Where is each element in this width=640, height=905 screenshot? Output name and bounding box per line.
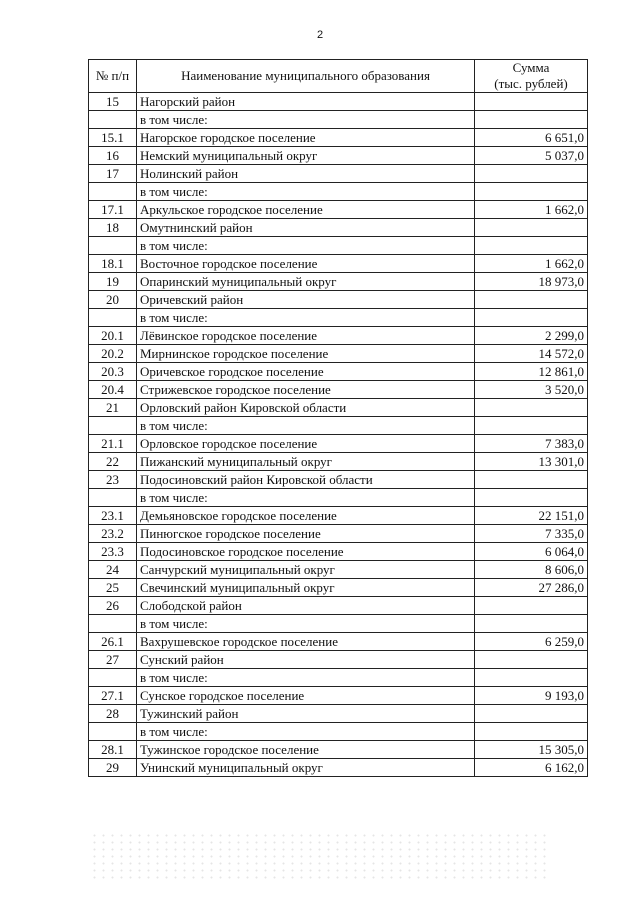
row-amount: 6 064,0 (475, 543, 588, 561)
table-row (89, 471, 588, 489)
table-row (89, 381, 588, 399)
row-name: в том числе: (137, 183, 475, 201)
table-row (89, 669, 588, 687)
row-amount: 6 651,0 (475, 129, 588, 147)
table-row (89, 561, 588, 579)
table-row (89, 615, 588, 633)
row-name: в том числе: (137, 669, 475, 687)
row-number (89, 669, 137, 687)
row-number (89, 309, 137, 327)
row-number (89, 489, 137, 507)
table-row (89, 705, 588, 723)
row-amount (475, 489, 588, 507)
row-amount (475, 597, 588, 615)
row-name: Нагорский район (137, 93, 475, 111)
row-amount: 7 383,0 (475, 435, 588, 453)
row-number: 20.2 (89, 345, 137, 363)
row-number: 21 (89, 399, 137, 417)
row-number: 28 (89, 705, 137, 723)
row-name: Подосиновский район Кировской области (137, 471, 475, 489)
table-row (89, 147, 588, 165)
row-number: 28.1 (89, 741, 137, 759)
table-row (89, 723, 588, 741)
row-number: 17.1 (89, 201, 137, 219)
row-number: 23.1 (89, 507, 137, 525)
row-amount (475, 669, 588, 687)
row-name: Унинский муниципальный округ (137, 759, 475, 777)
row-number: 22 (89, 453, 137, 471)
row-name: Восточное городское поселение (137, 255, 475, 273)
table-row (89, 201, 588, 219)
table-row (89, 489, 588, 507)
scan-smudge (90, 832, 550, 882)
table-row (89, 687, 588, 705)
row-number: 27.1 (89, 687, 137, 705)
row-name: Аркульское городское поселение (137, 201, 475, 219)
row-amount (475, 291, 588, 309)
table-row (89, 651, 588, 669)
row-name: в том числе: (137, 237, 475, 255)
row-name: в том числе: (137, 417, 475, 435)
row-number (89, 417, 137, 435)
table-row (89, 453, 588, 471)
row-name: Оричевский район (137, 291, 475, 309)
table-row (89, 309, 588, 327)
table-body (89, 93, 588, 777)
table-row (89, 741, 588, 759)
row-amount (475, 165, 588, 183)
row-amount (475, 399, 588, 417)
table-row (89, 579, 588, 597)
row-number: 23 (89, 471, 137, 489)
row-amount: 14 572,0 (475, 345, 588, 363)
row-number: 25 (89, 579, 137, 597)
row-amount: 22 151,0 (475, 507, 588, 525)
row-number: 19 (89, 273, 137, 291)
row-number: 15 (89, 93, 137, 111)
row-name: Мирнинское городское поселение (137, 345, 475, 363)
row-number: 23.3 (89, 543, 137, 561)
row-number: 26.1 (89, 633, 137, 651)
row-number: 18 (89, 219, 137, 237)
row-name: Пижанский муниципальный округ (137, 453, 475, 471)
table-row (89, 93, 588, 111)
table-row (89, 363, 588, 381)
row-name: Омутнинский район (137, 219, 475, 237)
row-name: Подосиновское городское поселение (137, 543, 475, 561)
row-amount (475, 183, 588, 201)
row-name: Оричевское городское поселение (137, 363, 475, 381)
row-amount: 9 193,0 (475, 687, 588, 705)
table-row (89, 417, 588, 435)
row-name: Нолинский район (137, 165, 475, 183)
row-amount: 6 162,0 (475, 759, 588, 777)
row-name: Немский муниципальный округ (137, 147, 475, 165)
header-name: Наименование муниципального образования (137, 60, 475, 93)
row-number: 24 (89, 561, 137, 579)
row-name: Нагорское городское поселение (137, 129, 475, 147)
row-amount: 12 861,0 (475, 363, 588, 381)
row-number: 18.1 (89, 255, 137, 273)
table-row (89, 273, 588, 291)
row-amount (475, 723, 588, 741)
row-amount (475, 651, 588, 669)
header-row (89, 60, 588, 93)
table-row (89, 543, 588, 561)
page-number: 2 (316, 29, 324, 41)
row-number: 20.1 (89, 327, 137, 345)
table-row (89, 399, 588, 417)
table-row (89, 291, 588, 309)
row-name: Лёвинское городское поселение (137, 327, 475, 345)
table-row (89, 345, 588, 363)
row-name: Тужинский район (137, 705, 475, 723)
row-number: 21.1 (89, 435, 137, 453)
row-name: Опаринский муниципальный округ (137, 273, 475, 291)
row-name: Свечинский муниципальный округ (137, 579, 475, 597)
row-name: Стрижевское городское поселение (137, 381, 475, 399)
row-name: Сунское городское поселение (137, 687, 475, 705)
row-name: Демьяновское городское поселение (137, 507, 475, 525)
table-row (89, 237, 588, 255)
row-name: Орловский район Кировской области (137, 399, 475, 417)
table-row (89, 435, 588, 453)
table-header (89, 60, 588, 93)
row-amount: 13 301,0 (475, 453, 588, 471)
table-row (89, 255, 588, 273)
row-number: 26 (89, 597, 137, 615)
row-name: в том числе: (137, 723, 475, 741)
row-amount (475, 111, 588, 129)
row-amount: 2 299,0 (475, 327, 588, 345)
table-row (89, 633, 588, 651)
municipal-sum-table (88, 59, 588, 777)
header-number: № п/п (89, 60, 137, 93)
table-row (89, 129, 588, 147)
header-sum-line1: Сумма (512, 60, 550, 75)
row-name: Санчурский муниципальный округ (137, 561, 475, 579)
row-number (89, 111, 137, 129)
row-number (89, 237, 137, 255)
row-number: 17 (89, 165, 137, 183)
row-number: 27 (89, 651, 137, 669)
row-name: в том числе: (137, 309, 475, 327)
table-row (89, 219, 588, 237)
row-number: 20.4 (89, 381, 137, 399)
row-name: в том числе: (137, 489, 475, 507)
row-number: 23.2 (89, 525, 137, 543)
row-amount: 5 037,0 (475, 147, 588, 165)
row-amount (475, 615, 588, 633)
table-row (89, 111, 588, 129)
table-row (89, 165, 588, 183)
header-sum-line2: (тыс. рублей) (494, 76, 568, 91)
row-number: 20 (89, 291, 137, 309)
row-amount (475, 417, 588, 435)
row-name: Слободской район (137, 597, 475, 615)
row-name: Пинюгское городское поселение (137, 525, 475, 543)
row-amount (475, 237, 588, 255)
table-row (89, 327, 588, 345)
row-amount: 18 973,0 (475, 273, 588, 291)
row-amount: 15 305,0 (475, 741, 588, 759)
row-name: Вахрушевское городское поселение (137, 633, 475, 651)
row-name: Орловское городское поселение (137, 435, 475, 453)
row-amount (475, 93, 588, 111)
row-number (89, 723, 137, 741)
row-amount (475, 705, 588, 723)
row-amount (475, 219, 588, 237)
row-amount: 6 259,0 (475, 633, 588, 651)
row-number: 20.3 (89, 363, 137, 381)
row-amount: 1 662,0 (475, 255, 588, 273)
table-row (89, 507, 588, 525)
row-name: Сунский район (137, 651, 475, 669)
row-name: в том числе: (137, 615, 475, 633)
row-number: 29 (89, 759, 137, 777)
row-number: 15.1 (89, 129, 137, 147)
row-amount (475, 309, 588, 327)
row-name: Тужинское городское поселение (137, 741, 475, 759)
table-row (89, 183, 588, 201)
row-number: 16 (89, 147, 137, 165)
row-amount: 3 520,0 (475, 381, 588, 399)
row-amount: 7 335,0 (475, 525, 588, 543)
row-amount: 8 606,0 (475, 561, 588, 579)
row-name: в том числе: (137, 111, 475, 129)
header-sum (475, 60, 588, 93)
row-amount: 1 662,0 (475, 201, 588, 219)
table-row (89, 525, 588, 543)
row-amount: 27 286,0 (475, 579, 588, 597)
table-row (89, 759, 588, 777)
row-number (89, 615, 137, 633)
row-number (89, 183, 137, 201)
row-amount (475, 471, 588, 489)
table-row (89, 597, 588, 615)
